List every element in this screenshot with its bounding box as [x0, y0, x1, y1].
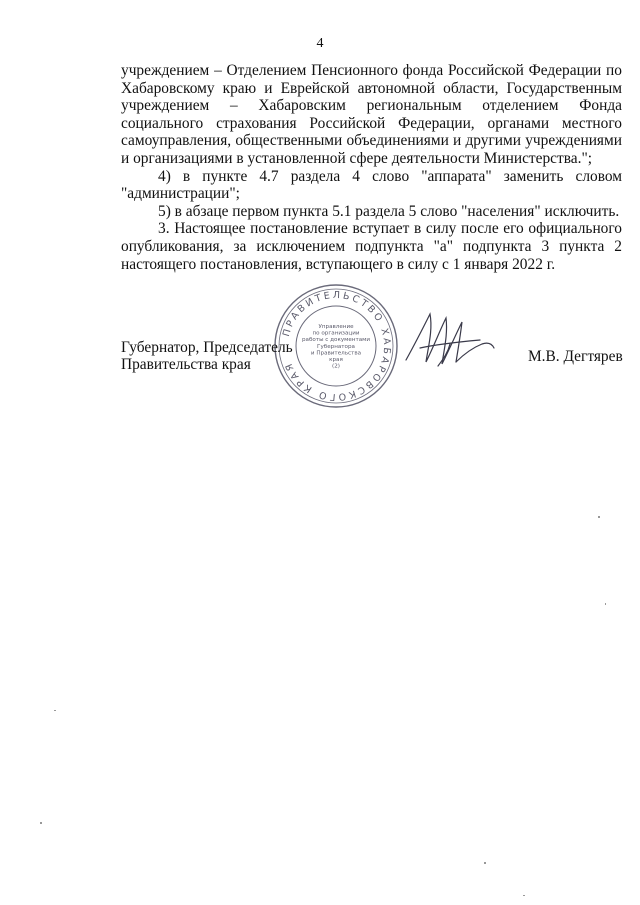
signature-title-line: Правительства края: [121, 355, 251, 373]
signature-title: [121, 340, 293, 373]
scan-speck: [598, 516, 600, 518]
seal-inner-line: по организации: [312, 330, 360, 337]
seal-inner-line: работы с документами: [302, 337, 370, 344]
seal-inner-line: Губернатора: [317, 343, 355, 350]
signature-title-line: Губернатор, Председатель: [121, 339, 293, 356]
body-paragraph: 4) в пункте 4.7 раздела 4 слово "аппарата" заменить словом "администрации";: [121, 167, 622, 203]
scan-speck: [523, 895, 525, 896]
seal-inner-line: (2): [332, 363, 340, 370]
body-paragraph: 5) в абзаце первом пункта 5.1 раздела 5 слово "населения" исключить.: [158, 202, 620, 220]
scan-speck: [40, 822, 42, 824]
page-number: 4: [316, 36, 324, 51]
seal-ring-text: ПРАВИТЕЛЬСТВО ХАБАРОВСКОГО КРАЯ: [280, 289, 393, 403]
body-paragraph: учреждением – Отделением Пенсионного фонда Российской Федерации по Хабаровскому краю и Еврейской автономной области, Государственным учреждением – Хабаровским региональным отделением Фонда социального страхования Российской Федерации, органами местного самоуправления, общественными объединениями и другими учреждениями и организациями в установленной сфере деятельности Министерства.";: [121, 62, 622, 167]
body-paragraph: 3. Настоящее постановление вступает в силу после его официального опубликования, за исключением подпункта "а" подпункта 3 пункта 2 настоящего постановления, вступающего в силу с 1 января 2022 г.: [121, 220, 622, 273]
seal-inner-line: и Правительства: [310, 350, 362, 357]
seal-inner-line: края: [329, 357, 343, 363]
signatory-name: М.В. Дегтярев: [528, 348, 623, 365]
scan-speck: [484, 862, 486, 864]
scan-speck: [605, 603, 606, 605]
document-body: [121, 62, 622, 273]
scan-speck: [54, 710, 56, 711]
handwritten-signature: [398, 300, 496, 376]
seal-inner-line: Управление: [318, 324, 354, 330]
